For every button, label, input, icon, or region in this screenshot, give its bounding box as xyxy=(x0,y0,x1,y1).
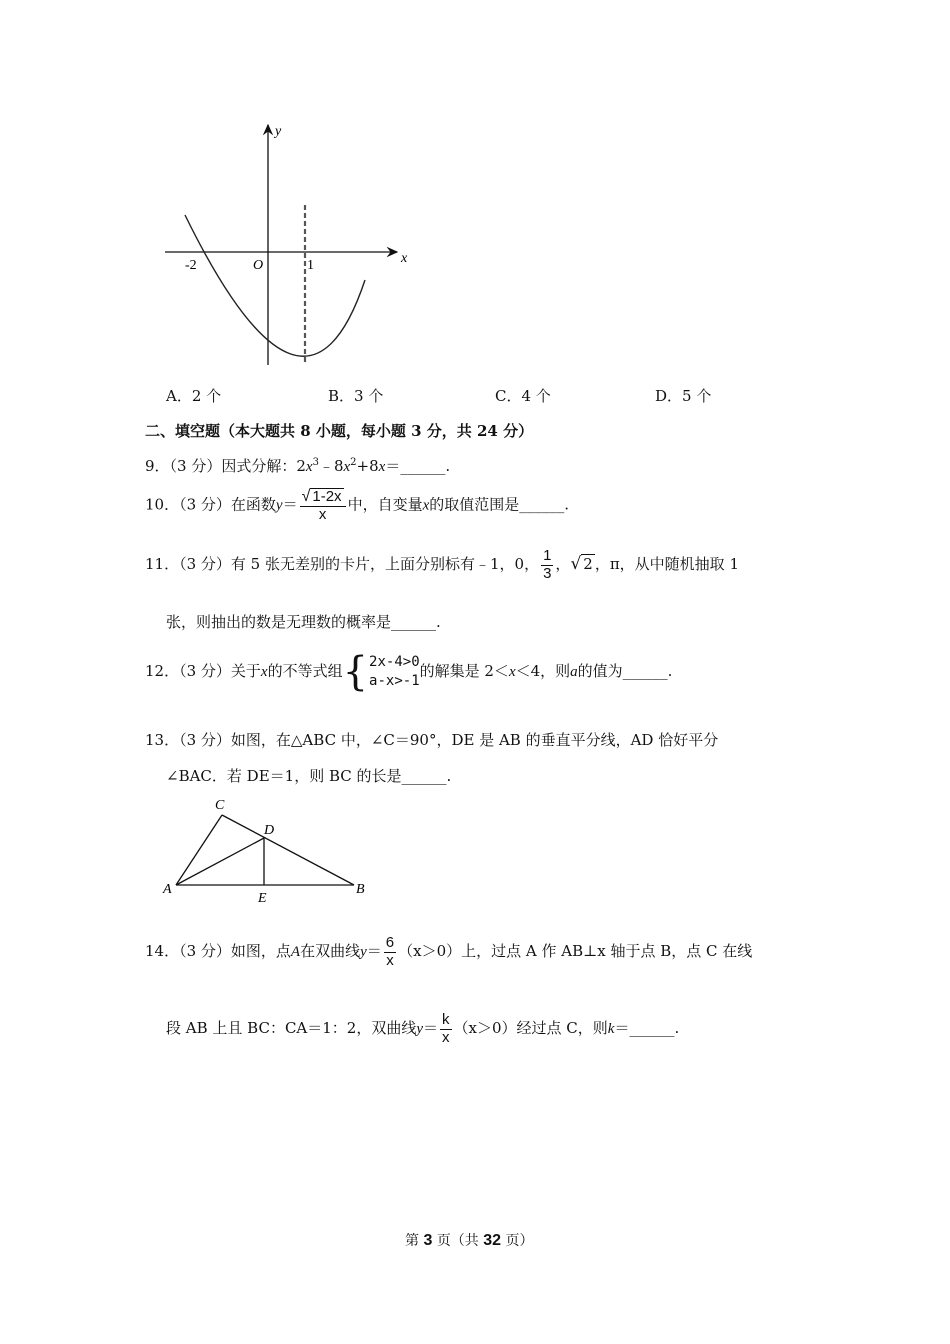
q9-coef-c: +8 xyxy=(356,457,379,475)
label-a: A xyxy=(163,882,172,897)
question-14-line2 xyxy=(166,1012,679,1046)
q14-k: k xyxy=(607,1021,615,1037)
footer-mid: 页（共 xyxy=(436,1233,479,1249)
q11-line1: 11．（3 分）有 5 张无差别的卡片，上面分别标有﹣1，0， xyxy=(145,555,540,573)
q14-frac2-num: k xyxy=(442,1011,450,1028)
q14-cond: （x＞0）上，过点 A 作 AB⊥x 轴于点 B，点 C 在线 xyxy=(398,942,753,960)
option-c: C．4 个 xyxy=(495,387,551,405)
q11-rest: ，π，从中随机抽取 1 xyxy=(594,555,739,573)
q14-y2: y xyxy=(416,1021,424,1037)
q12-prefix: 12．（3 分）关于 xyxy=(145,662,261,680)
question-13-line2: ∠BAC．若 DE＝1，则 BC 的长是______. xyxy=(166,767,452,785)
q11-frac-den: 3 xyxy=(543,564,552,582)
footer-pre: 第 xyxy=(405,1233,419,1249)
q11-sqrt-val: 2 xyxy=(583,555,593,573)
q14-l2b: （x＞0）经过点 C，则 xyxy=(453,1019,608,1037)
question-12 xyxy=(145,649,673,695)
q14-frac1-den: x xyxy=(386,951,394,969)
q12-sol2: ＜4，则 xyxy=(515,662,571,680)
side-ac xyxy=(176,815,222,885)
q9-exp3: 3 xyxy=(312,457,319,468)
q14-point-a: A xyxy=(290,944,301,960)
question-11-line2: 张，则抽出的数是无理数的概率是______. xyxy=(166,613,441,631)
triangle-figure xyxy=(160,790,380,910)
q12-a: a xyxy=(570,664,578,680)
q12-ineq1: 2x-4>0 xyxy=(369,654,420,671)
q9-var-1: x xyxy=(305,459,313,475)
y-axis-label: y xyxy=(275,124,282,139)
question-10: 10．（3 分）在函数y＝ $\frac{√ 1-2x}{x}$ 中，自变量x的取值范围是______. xyxy=(145,488,570,523)
q10-frac-num: 1-2x xyxy=(312,488,342,505)
q9-var-2: x xyxy=(343,459,351,475)
q11-sep: ， xyxy=(555,555,571,573)
page-footer xyxy=(405,1230,534,1250)
q9-prefix: 9．（3 分）因式分解： xyxy=(145,457,297,475)
q9-var-3: x xyxy=(378,459,386,475)
q14-tail: ＝______. xyxy=(614,1019,680,1037)
q11-frac-num: 1 xyxy=(543,547,552,564)
q9-tail: ＝______. xyxy=(385,457,451,475)
option-d: D．5 个 xyxy=(655,387,712,405)
q10-tail: 的取值范围是______. xyxy=(429,495,570,514)
q9-exp2: 2 xyxy=(350,457,357,468)
q10-mid: 中，自变量 xyxy=(347,495,423,514)
q14-l2a: 段 AB 上且 BC：CA＝1：2，双曲线 xyxy=(166,1019,417,1037)
q14-eq1: ＝ xyxy=(366,942,382,960)
question-13-line1: 13．（3 分）如图，在△ABC 中，∠C＝90°，DE 是 AB 的垂直平分线，AD 恰好平分 xyxy=(145,731,719,749)
q10-y: y xyxy=(275,497,283,514)
q14-l1b: 在双曲线 xyxy=(300,942,361,960)
label-e: E xyxy=(258,891,267,906)
q12-tail: 的值为______. xyxy=(577,662,673,680)
q9-coef-b: ﹣8 xyxy=(318,457,344,475)
question-14-line1 xyxy=(145,935,752,969)
q14-frac1-num: 6 xyxy=(385,934,395,951)
footer-page: 3 xyxy=(423,1232,433,1249)
parabola-graph xyxy=(155,115,425,375)
label-c: C xyxy=(215,798,225,813)
question-11-line1: 11．（3 分）有 5 张无差别的卡片，上面分别标有﹣1，0， $\frac{1}{3}$ ，√ 2 ，π，从中随机抽取 1 xyxy=(145,547,739,582)
q12-mid: 的不等式组 xyxy=(267,662,343,680)
q10-eq: ＝ xyxy=(282,495,298,514)
q10-x: x xyxy=(422,497,430,514)
q10-prefix: 10．（3 分）在函数 xyxy=(145,495,276,514)
q12-x: x xyxy=(260,664,268,680)
segment-ad xyxy=(176,838,264,885)
q14-eq2: ＝ xyxy=(423,1019,439,1037)
q12-sol-x: x xyxy=(508,664,516,680)
footer-total: 32 xyxy=(483,1232,502,1249)
tick-neg2-label: -2 xyxy=(185,258,197,273)
q12-sol: 的解集是 2＜ xyxy=(419,662,509,680)
label-d: D xyxy=(264,823,275,838)
question-9 xyxy=(145,455,450,476)
x-axis-label: x xyxy=(401,251,408,266)
parabola-curve xyxy=(185,215,365,356)
label-b: B xyxy=(356,882,365,897)
origin-label: O xyxy=(253,258,264,273)
tick-1-label: 1 xyxy=(307,258,314,273)
q12-ineq2: a-x>-1 xyxy=(369,673,420,689)
q14-y1: y xyxy=(360,944,367,960)
section-title: 二、填空题（本大题共 8 小题，每小题 3 分，共 24 分） xyxy=(145,422,534,440)
option-b: B．3 个 xyxy=(328,387,384,405)
q14-frac2-den: x xyxy=(442,1028,450,1046)
option-a: A．2 个 xyxy=(166,387,222,405)
brace-icon: { xyxy=(342,649,369,695)
q14-prefix: 14．（3 分）如图，点 xyxy=(145,942,291,960)
footer-post: 页） xyxy=(505,1233,534,1249)
q10-frac-den: x xyxy=(318,505,327,523)
q9-coef-a: 2 xyxy=(296,457,306,475)
